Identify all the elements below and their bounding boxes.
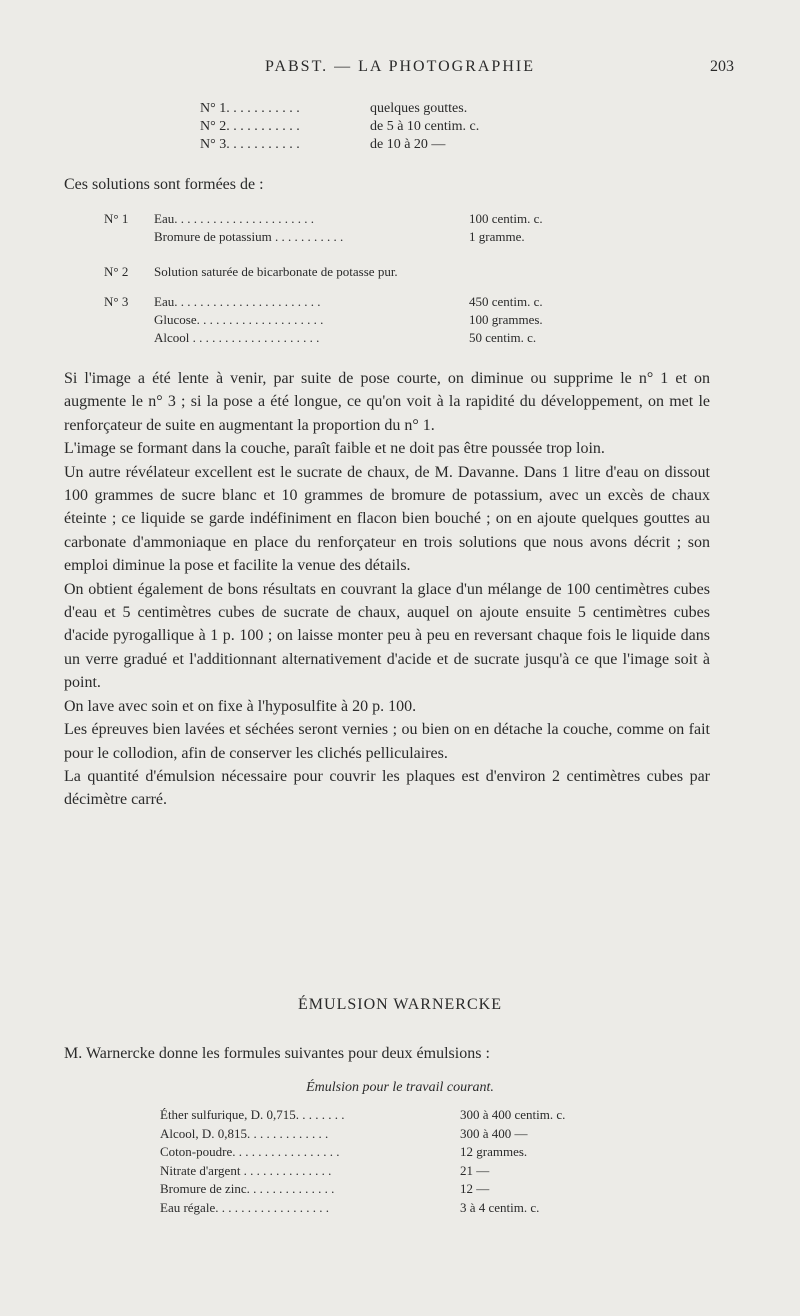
ingredient-name: Alcool . . . . . . . . . . . . . . . . . . . .	[154, 330, 320, 345]
ingredient-quantity: 1 gramme.	[469, 229, 525, 244]
recipe-row	[154, 228, 543, 246]
paragraph: On lave avec soin et on fixe à l'hyposulfite à 20 p. 100.	[64, 697, 417, 715]
ingredient-quantity: 100 grammes.	[469, 312, 543, 327]
formula-row	[160, 1143, 565, 1162]
running-head: PABST. — LA PHOTOGRAPHIE	[265, 58, 535, 75]
ingredient-quantity: 50 centim. c.	[469, 330, 537, 345]
recipe-row	[154, 329, 543, 347]
dosage-value: quelques gouttes.	[370, 101, 468, 116]
dosage-row	[200, 136, 479, 154]
recipe-number: N° 2	[104, 264, 129, 279]
recipe-2	[104, 263, 398, 281]
ingredient-quantity: 450 centim. c.	[469, 294, 543, 309]
dosage-label: N° 2. . . . . . . . . . .	[200, 119, 300, 134]
solution-dosage-list	[200, 100, 479, 154]
paragraph: L'image se formant dans la couche, paraît faible et ne doit pas être poussée trop loin.	[64, 440, 605, 458]
ingredient-name: Solution saturée de bicarbonate de potasse pur.	[154, 264, 398, 279]
paragraph: La quantité d'émulsion nécessaire pour couvrir les plaques est d'environ 2 centimètres cubes par décimètre carré.	[64, 767, 710, 809]
ingredient-quantity: 3 à 4 centim. c.	[460, 1199, 540, 1215]
formula-row	[160, 1162, 565, 1181]
formula-subtitle: Émulsion pour le travail courant.	[306, 1080, 494, 1095]
recipe-row	[154, 210, 543, 228]
recipe-row	[154, 311, 543, 329]
dosage-value: de 10 à 20 —	[370, 137, 446, 152]
ingredient-name: Bromure de zinc. . . . . . . . . . . . . .	[160, 1181, 335, 1196]
formula-row	[160, 1199, 565, 1218]
page-header	[64, 58, 736, 82]
ingredient-name: Nitrate d'argent . . . . . . . . . . . . . .	[160, 1162, 332, 1178]
dosage-row	[200, 118, 479, 136]
emulsion-formula	[160, 1106, 565, 1217]
ingredient-quantity: 21 —	[460, 1162, 490, 1178]
ingredient-name: Alcool, D. 0,815. . . . . . . . . . . . .	[160, 1125, 329, 1141]
intro-line: Ces solutions sont formées de :	[64, 176, 264, 193]
dosage-label: N° 1. . . . . . . . . . .	[200, 101, 300, 116]
paragraph: Un autre révélateur excellent est le sucrate de chaux, de M. Davanne. Dans 1 litre d'eau on dissout 100 grammes de sucre blanc et 10 grammes de bromure de potassium, avec un excès de chaux éteinte ; ce liquide se garde indéfiniment en flacon bien bouché ; on en ajoute quelques gouttes au carbonate d'ammoniaque en place du renforçateur en trois solutions que nous avons décrit ; son emploi diminue la pose et facilite la venue des détails.	[64, 463, 710, 575]
ingredient-quantity: 12 grammes.	[460, 1144, 528, 1159]
recipe-1	[104, 210, 543, 246]
section-title: ÉMULSION WARNERCKE	[298, 996, 502, 1013]
lead-sentence: M. Warnercke donne les formules suivantes pour deux émulsions :	[64, 1045, 490, 1062]
formula-row	[160, 1180, 565, 1199]
paragraph: Si l'image a été lente à venir, par suite de pose courte, on diminue ou supprime le n° 1 et on augmente le n° 3 ; si la pose a été longue, ce qu'on voit à la rapidité du développement, on met le renforçateur de suite en augmentant la proportion du n° 1.	[64, 370, 710, 434]
ingredient-name: Glucose. . . . . . . . . . . . . . . . . . . .	[154, 312, 324, 327]
ingredient-name: Coton-poudre. . . . . . . . . . . . . . . . .	[160, 1144, 340, 1159]
body-text	[64, 367, 710, 812]
recipe-row	[154, 263, 398, 281]
ingredient-name: Eau. . . . . . . . . . . . . . . . . . . . . . .	[154, 294, 321, 309]
ingredient-quantity: 100 centim. c.	[469, 211, 543, 226]
ingredient-name: Éther sulfurique, D. 0,715. . . . . . . .	[160, 1107, 345, 1122]
recipe-number: N° 1	[104, 211, 129, 226]
ingredient-quantity: 12 —	[460, 1181, 490, 1196]
dosage-value: de 5 à 10 centim. c.	[370, 119, 480, 134]
ingredient-quantity: 300 à 400 centim. c.	[460, 1107, 566, 1122]
ingredient-name: Bromure de potassium . . . . . . . . . . .	[154, 229, 344, 244]
ingredient-quantity: 300 à 400 —	[460, 1125, 528, 1141]
dosage-label: N° 3. . . . . . . . . . .	[200, 137, 300, 152]
ingredient-name: Eau. . . . . . . . . . . . . . . . . . . . . .	[154, 211, 314, 226]
dosage-row	[200, 100, 479, 118]
formula-row	[160, 1106, 565, 1125]
paragraph: Les épreuves bien lavées et séchées seront vernies ; ou bien on en détache la couche, comme on fait pour le collodion, afin de conserver les clichés pelliculaires.	[64, 721, 710, 762]
recipe-3	[104, 293, 543, 347]
recipe-row	[154, 293, 543, 311]
paragraph: On obtient également de bons résultats en couvrant la glace d'un mélange de 100 centimètres cubes d'eau et 5 centimètres cubes de sucrate de chaux, auquel on ajoute ensuite 5 centimètres cubes d'acide pyrogallique à 1 p. 100 ; on laisse monter peu à peu en reversant chaque fois le liquide dans un verre gradué et l'additionnant alternativement d'acide et de sucrate jusqu'à ce que l'image soit à point.	[64, 580, 710, 692]
page-number: 203	[710, 58, 734, 75]
ingredient-name: Eau régale. . . . . . . . . . . . . . . . . .	[160, 1199, 329, 1215]
formula-row	[160, 1125, 565, 1144]
recipe-number: N° 3	[104, 294, 129, 309]
